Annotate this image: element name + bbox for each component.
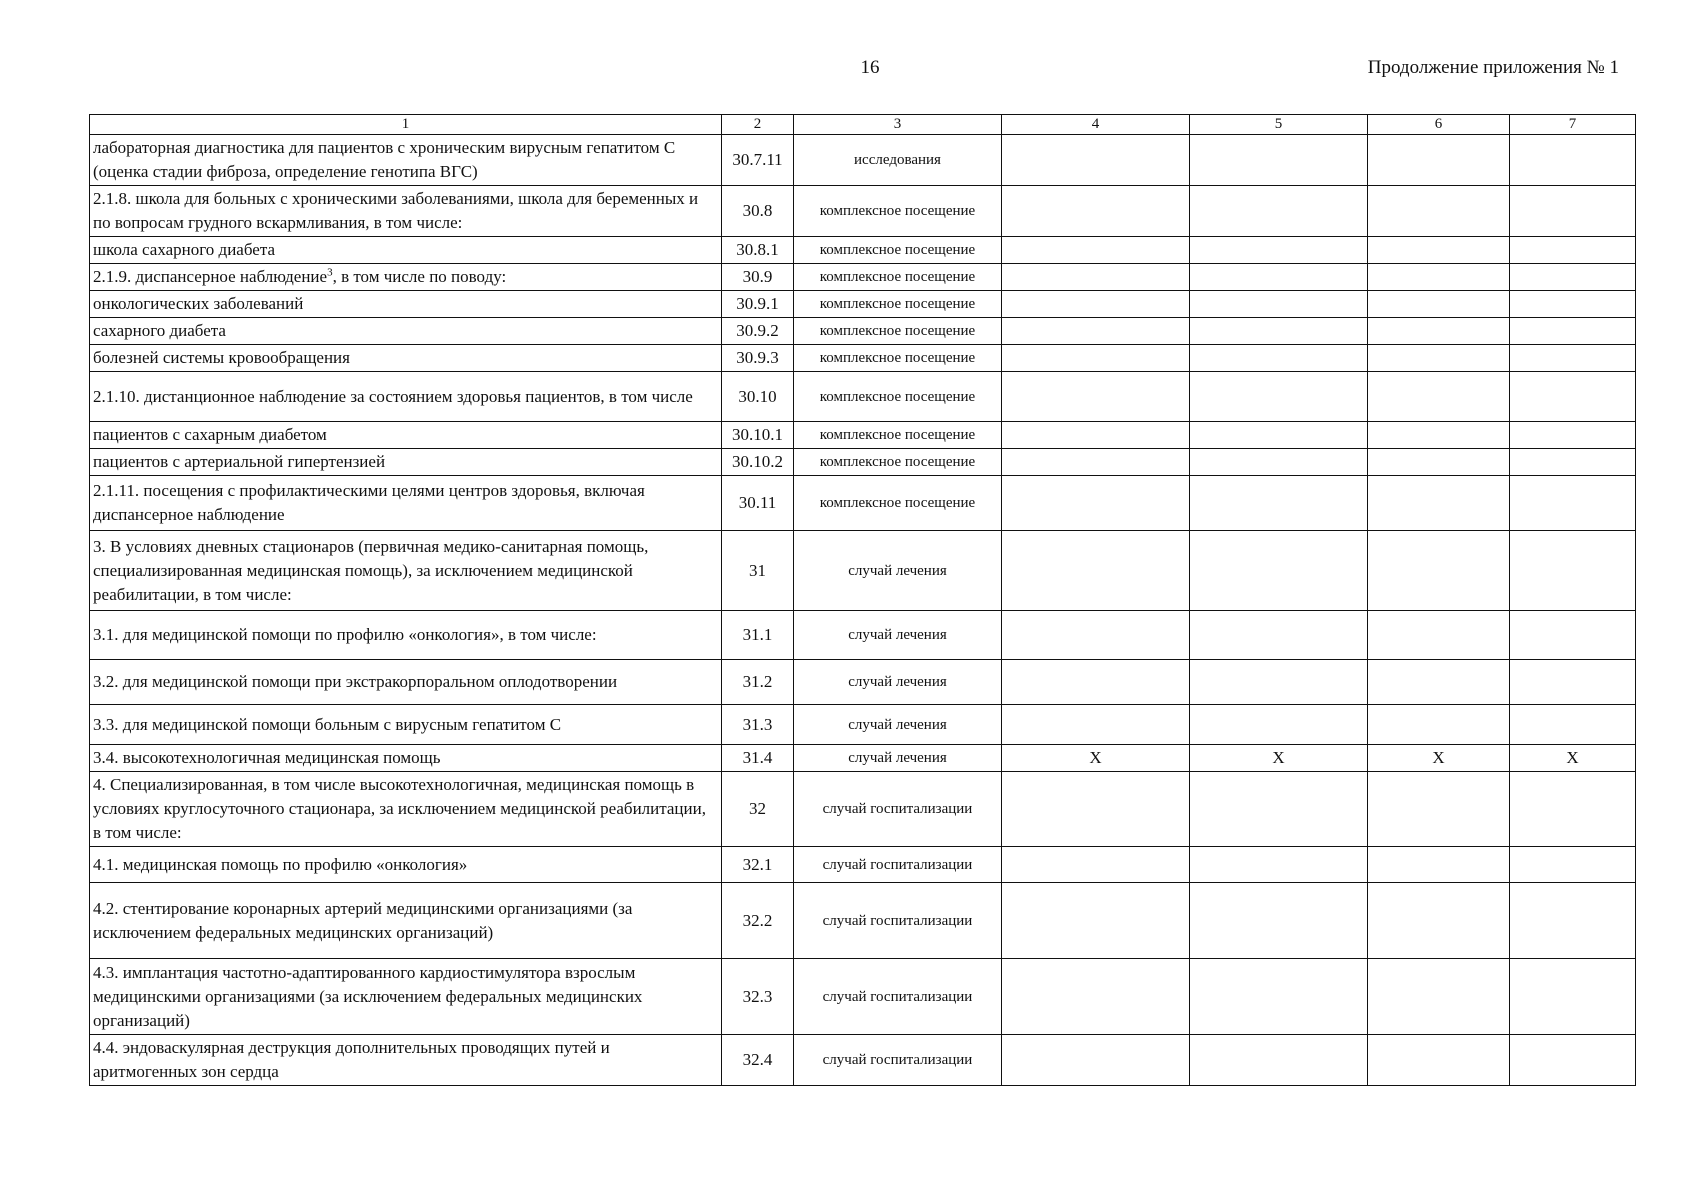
table-row <box>90 291 1636 318</box>
row-unit: случай лечения <box>794 660 1002 705</box>
column-number-row <box>90 115 1636 135</box>
row-col-5 <box>1190 705 1368 745</box>
row-unit: случай лечения <box>794 745 1002 772</box>
row-col-7 <box>1510 372 1636 422</box>
row-col-4 <box>1002 660 1190 705</box>
row-col-5 <box>1190 135 1368 186</box>
row-unit: случай госпитализации <box>794 1035 1002 1086</box>
row-code: 30.9.2 <box>722 318 794 345</box>
row-col-6 <box>1368 531 1510 611</box>
row-code: 30.8 <box>722 186 794 237</box>
row-code: 30.9.3 <box>722 345 794 372</box>
row-col-5 <box>1190 449 1368 476</box>
row-col-5 <box>1190 660 1368 705</box>
row-col-6 <box>1368 345 1510 372</box>
table-row <box>90 745 1636 772</box>
row-col-4 <box>1002 135 1190 186</box>
row-col-6-mark: X <box>1368 745 1510 772</box>
row-col-6 <box>1368 291 1510 318</box>
row-unit: комплексное посещение <box>794 345 1002 372</box>
row-name: школа сахарного диабета <box>90 237 722 264</box>
row-code: 31.3 <box>722 705 794 745</box>
table-row <box>90 422 1636 449</box>
row-name: 2.1.10. дистанционное наблюдение за состоянием здоровья пациентов, в том числе <box>90 372 722 422</box>
row-unit: комплексное посещение <box>794 318 1002 345</box>
table-row <box>90 1035 1636 1086</box>
row-col-6 <box>1368 611 1510 660</box>
row-col-5 <box>1190 959 1368 1035</box>
row-name-tail: , в том числе по поводу: <box>332 267 507 286</box>
row-col-7 <box>1510 959 1636 1035</box>
row-unit: комплексное посещение <box>794 186 1002 237</box>
row-unit: случай госпитализации <box>794 847 1002 883</box>
row-name: 4. Специализированная, в том числе высокотехнологичная, медицинская помощь в условиях круглосуточного стационара, за исключением медицинской реабилитации, в том числе: <box>90 772 722 847</box>
row-col-4 <box>1002 959 1190 1035</box>
row-code: 31.1 <box>722 611 794 660</box>
row-code: 31.4 <box>722 745 794 772</box>
row-col-4 <box>1002 772 1190 847</box>
row-name-text: 2.1.9. диспансерное наблюдение <box>93 267 328 286</box>
row-col-4 <box>1002 611 1190 660</box>
row-col-4 <box>1002 237 1190 264</box>
row-col-5 <box>1190 264 1368 291</box>
row-col-4 <box>1002 883 1190 959</box>
row-name: 2.1.11. посещения с профилактическими целями центров здоровья, включая диспансерное наблюдение <box>90 476 722 531</box>
annex-title: Продолжение приложения № 1 <box>1367 57 1619 78</box>
row-unit: комплексное посещение <box>794 422 1002 449</box>
row-unit: комплексное посещение <box>794 372 1002 422</box>
row-name: 4.3. имплантация частотно-адаптированного кардиостимулятора взрослым медицинскими организациями (за исключением федеральных медицинских организаций) <box>90 959 722 1035</box>
row-name: 3.4. высокотехнологичная медицинская помощь <box>90 745 722 772</box>
row-col-5-mark: X <box>1190 745 1368 772</box>
row-col-6 <box>1368 847 1510 883</box>
table-row <box>90 372 1636 422</box>
row-col-7 <box>1510 1035 1636 1086</box>
row-col-7 <box>1510 291 1636 318</box>
row-unit: случай госпитализации <box>794 959 1002 1035</box>
row-name: 3.1. для медицинской помощи по профилю «онкология», в том числе: <box>90 611 722 660</box>
row-unit: случай лечения <box>794 531 1002 611</box>
row-col-6 <box>1368 135 1510 186</box>
row-col-7 <box>1510 318 1636 345</box>
row-col-5 <box>1190 531 1368 611</box>
row-col-4 <box>1002 186 1190 237</box>
row-col-6 <box>1368 372 1510 422</box>
row-unit: исследования <box>794 135 1002 186</box>
row-code: 30.7.11 <box>722 135 794 186</box>
row-unit: случай госпитализации <box>794 883 1002 959</box>
footnote-mark: 3 <box>327 266 333 279</box>
row-col-5 <box>1190 372 1368 422</box>
row-code: 31.2 <box>722 660 794 705</box>
row-col-6 <box>1368 476 1510 531</box>
data-table <box>89 114 1636 1086</box>
row-name: 2.1.8. школа для больных с хроническими заболеваниями, школа для беременных и по вопросам грудного вскармливания, в том числе: <box>90 186 722 237</box>
row-col-4 <box>1002 705 1190 745</box>
row-code: 30.10.1 <box>722 422 794 449</box>
row-col-7 <box>1510 135 1636 186</box>
row-col-4 <box>1002 449 1190 476</box>
row-col-4 <box>1002 847 1190 883</box>
row-col-6 <box>1368 449 1510 476</box>
row-col-6 <box>1368 186 1510 237</box>
row-name: лабораторная диагностика для пациентов с хроническим вирусным гепатитом С (оценка стадии фиброза, определение генотипа ВГС) <box>90 135 722 186</box>
page-number: 16 <box>860 57 880 78</box>
row-code: 30.11 <box>722 476 794 531</box>
row-col-7 <box>1510 883 1636 959</box>
row-name: онкологических заболеваний <box>90 291 722 318</box>
column-number-4: 4 <box>1002 115 1190 135</box>
row-col-5 <box>1190 318 1368 345</box>
row-name: 3. В условиях дневных стационаров (первичная медико-санитарная помощь, специализированная медицинская помощь), за исключением медицинской реабилитации, в том числе: <box>90 531 722 611</box>
row-col-5 <box>1190 186 1368 237</box>
table-row <box>90 318 1636 345</box>
row-code: 32 <box>722 772 794 847</box>
row-col-5 <box>1190 345 1368 372</box>
row-code: 30.10.2 <box>722 449 794 476</box>
row-col-5 <box>1190 476 1368 531</box>
row-name: 4.4. эндоваскулярная деструкция дополнительных проводящих путей и аритмогенных зон сердца <box>90 1035 722 1086</box>
table-row <box>90 772 1636 847</box>
table-row <box>90 531 1636 611</box>
table-row <box>90 476 1636 531</box>
row-col-5 <box>1190 1035 1368 1086</box>
row-col-7 <box>1510 705 1636 745</box>
row-unit: комплексное посещение <box>794 449 1002 476</box>
row-col-5 <box>1190 611 1368 660</box>
row-col-6 <box>1368 422 1510 449</box>
row-col-7 <box>1510 345 1636 372</box>
row-col-7 <box>1510 186 1636 237</box>
row-col-6 <box>1368 318 1510 345</box>
table-row <box>90 660 1636 705</box>
row-col-4 <box>1002 531 1190 611</box>
column-number-6: 6 <box>1368 115 1510 135</box>
row-code: 30.10 <box>722 372 794 422</box>
row-name: 3.3. для медицинской помощи больным с вирусным гепатитом С <box>90 705 722 745</box>
row-col-7 <box>1510 660 1636 705</box>
row-unit: комплексное посещение <box>794 237 1002 264</box>
row-name: пациентов с артериальной гипертензией <box>90 449 722 476</box>
row-col-4 <box>1002 422 1190 449</box>
row-col-7 <box>1510 476 1636 531</box>
column-number-1: 1 <box>90 115 722 135</box>
row-code: 32.2 <box>722 883 794 959</box>
row-col-7 <box>1510 611 1636 660</box>
row-name: 3.2. для медицинской помощи при экстракорпоральном оплодотворении <box>90 660 722 705</box>
row-code: 30.8.1 <box>722 237 794 264</box>
row-col-6 <box>1368 883 1510 959</box>
row-col-7 <box>1510 847 1636 883</box>
row-col-4 <box>1002 318 1190 345</box>
row-code: 31 <box>722 531 794 611</box>
row-col-7 <box>1510 237 1636 264</box>
row-name: 4.2. стентирование коронарных артерий медицинскими организациями (за исключением федеральных медицинских организаций) <box>90 883 722 959</box>
table-row <box>90 135 1636 186</box>
row-code: 30.9 <box>722 264 794 291</box>
row-code: 32.3 <box>722 959 794 1035</box>
row-unit: случай госпитализации <box>794 772 1002 847</box>
column-number-7: 7 <box>1510 115 1636 135</box>
row-col-6 <box>1368 705 1510 745</box>
row-col-4-mark: X <box>1002 745 1190 772</box>
row-name <box>90 264 722 291</box>
row-col-7 <box>1510 449 1636 476</box>
row-col-7 <box>1510 772 1636 847</box>
row-col-6 <box>1368 959 1510 1035</box>
row-col-5 <box>1190 847 1368 883</box>
table-row <box>90 705 1636 745</box>
column-number-2: 2 <box>722 115 794 135</box>
row-col-4 <box>1002 1035 1190 1086</box>
table-row <box>90 345 1636 372</box>
row-col-7 <box>1510 422 1636 449</box>
row-unit: комплексное посещение <box>794 291 1002 318</box>
row-unit: случай лечения <box>794 705 1002 745</box>
row-col-4 <box>1002 291 1190 318</box>
row-code: 32.1 <box>722 847 794 883</box>
table-row <box>90 959 1636 1035</box>
table-row <box>90 611 1636 660</box>
row-col-5 <box>1190 772 1368 847</box>
row-col-4 <box>1002 372 1190 422</box>
row-unit: комплексное посещение <box>794 264 1002 291</box>
row-name: 4.1. медицинская помощь по профилю «онкология» <box>90 847 722 883</box>
row-code: 32.4 <box>722 1035 794 1086</box>
row-col-5 <box>1190 291 1368 318</box>
row-unit: комплексное посещение <box>794 476 1002 531</box>
row-col-6 <box>1368 264 1510 291</box>
row-col-5 <box>1190 422 1368 449</box>
column-number-5: 5 <box>1190 115 1368 135</box>
row-name: сахарного диабета <box>90 318 722 345</box>
row-unit: случай лечения <box>794 611 1002 660</box>
column-number-3: 3 <box>794 115 1002 135</box>
row-col-6 <box>1368 237 1510 264</box>
row-name: болезней системы кровообращения <box>90 345 722 372</box>
table-row <box>90 186 1636 237</box>
row-col-5 <box>1190 237 1368 264</box>
row-col-7-mark: X <box>1510 745 1636 772</box>
row-col-4 <box>1002 345 1190 372</box>
row-col-4 <box>1002 476 1190 531</box>
row-col-6 <box>1368 660 1510 705</box>
row-col-7 <box>1510 531 1636 611</box>
table-row <box>90 237 1636 264</box>
row-col-4 <box>1002 264 1190 291</box>
row-col-7 <box>1510 264 1636 291</box>
table-row <box>90 883 1636 959</box>
table-row <box>90 449 1636 476</box>
row-col-6 <box>1368 772 1510 847</box>
table-row <box>90 847 1636 883</box>
row-col-5 <box>1190 883 1368 959</box>
table-row <box>90 264 1636 291</box>
row-col-6 <box>1368 1035 1510 1086</box>
row-name: пациентов с сахарным диабетом <box>90 422 722 449</box>
row-code: 30.9.1 <box>722 291 794 318</box>
